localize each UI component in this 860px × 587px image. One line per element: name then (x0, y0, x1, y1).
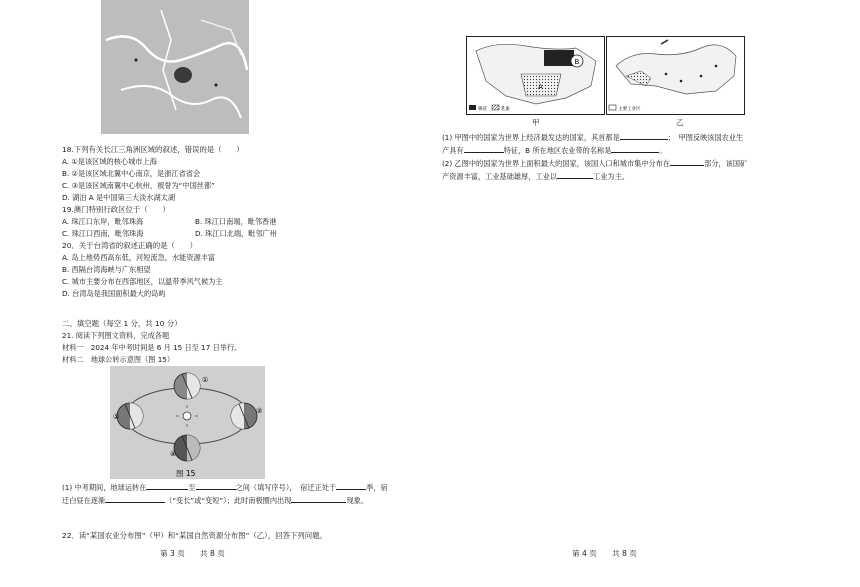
legend-jia-2: 乳畜 (501, 107, 510, 112)
text: 迁白昼在逐渐 (62, 496, 106, 505)
text: 工业为主。 (593, 172, 629, 181)
q22-sub1-line1 (442, 132, 743, 143)
q19-option-b: B. 珠江口南端，毗邻香港 (195, 217, 277, 226)
label-3: ③ (256, 407, 263, 415)
label-b: B (574, 58, 580, 66)
q18-option-c: C. ③是该区域南翼中心杭州，被誉为“中国丝都” (62, 181, 215, 190)
q20-option-b: B. 西隔台湾海峡与广东相望 (62, 265, 151, 274)
text: 产资源丰富，工业基础雄厚，工业以 (442, 172, 558, 181)
q21-sub1-line2 (62, 495, 368, 506)
q19-stem: 19.澳门特别行政区位于（ ） (62, 205, 170, 214)
q20-option-c: C. 城市主要分布在西部地区，以温带季风气候为主 (62, 277, 223, 286)
q18-option-d: D. 湖泊 A 是中国第三大淡水湖太湖 (62, 193, 176, 202)
q19-option-a: A. 珠江口东岸，毗邻珠海 (62, 217, 144, 226)
blank-belt[interactable] (611, 145, 659, 153)
earth-left (117, 403, 143, 429)
blank-2[interactable] (196, 482, 236, 490)
q18-option-b: B. ②是该区域北翼中心南京，是浙江省省会 (62, 169, 201, 178)
text: 特征，B 所在地区农业带的名称是 (503, 146, 612, 155)
q22-sub1-line2 (442, 145, 667, 156)
q21-material-2: 材料二 地球公转示意图（图 15） (62, 355, 175, 364)
text: 产具有 (442, 146, 464, 155)
figure-caption: 图 15 (176, 469, 196, 478)
earth-top (174, 373, 200, 399)
yangtze-delta-map (101, 0, 249, 134)
text: (2) 乙图中的国家为世界上面积最大的国家，该国人口和城市集中分布在 (442, 159, 671, 168)
blank-3[interactable] (336, 482, 366, 490)
map-jia-caption: 甲 (532, 118, 540, 127)
text: 之间（填写序号）， 宿迁正处于 (235, 483, 337, 492)
legend-yi: 主要工业区 (618, 107, 641, 112)
blank-1[interactable] (146, 482, 188, 490)
page-number-3: 第 3 页 共 8 页 (160, 549, 225, 558)
blank-feature[interactable] (464, 145, 504, 153)
blank-industry[interactable] (557, 171, 593, 179)
q19-option-d: D. 珠江口北端，毗邻广州 (195, 229, 277, 238)
q20-option-a: A. 岛上地势西高东低，河短流急，水能资源丰富 (62, 253, 216, 262)
text: （“变长”或“变短”）；此时南极圈内出现 (165, 496, 292, 505)
q22-sub2-line2 (442, 171, 629, 182)
q18-stem: 18.下列有关长江三角洲区域的叙述，错误的是（ ） (62, 145, 244, 154)
map-yi (606, 36, 745, 115)
text: 部分，该国矿 (704, 159, 748, 168)
map-yi-caption: 乙 (676, 118, 684, 127)
text: 至 (188, 483, 196, 492)
q20-stem: 20．关于台湾省的叙述正确的是（ ） (62, 241, 198, 250)
q21-material-1: 材料一 2024 年中考时间是 6 月 15 日至 17 日举行。 (62, 343, 242, 352)
q22-stem: 22．读“某国农业分布图”（甲）和“某国自然资源分布图”（乙），回答下列问题。 (62, 531, 327, 540)
page-number-4: 第 4 页 共 8 页 (572, 549, 637, 558)
label-2: ② (113, 413, 120, 421)
right-page (430, 0, 860, 587)
section-2-heading: 二、填空题（每空 1 分，共 10 分） (62, 319, 182, 328)
text: (1) 中考期间，地球运转在 (62, 483, 147, 492)
text: 季，宿 (366, 483, 388, 492)
map-jia (466, 36, 605, 115)
text: ； 甲图反映该国农业生 (667, 133, 744, 142)
label-4: ④ (170, 450, 177, 458)
q21-stem: 21. 阅读下列图文资料，完成各题 (62, 331, 170, 340)
earth-right (231, 403, 257, 429)
blank-5[interactable] (291, 495, 346, 503)
text: (1) 甲图中的国家为世界上经济最发达的国家，其首都是 (442, 133, 620, 142)
q20-option-d: D. 台湾岛是我国面积最大的岛屿 (62, 289, 166, 298)
label-1: ① (202, 376, 209, 384)
text: 。 (659, 146, 667, 155)
legend-jia-1: 棉花 (478, 107, 487, 112)
blank-capital[interactable] (620, 132, 668, 140)
blank-4[interactable] (105, 495, 165, 503)
q18-option-a: A. ①是该区域的核心城市上海 (62, 157, 157, 166)
q19-option-c: C. 珠江口西南，毗邻珠海 (62, 229, 144, 238)
label-a: A (538, 83, 543, 91)
q22-sub2-line1 (442, 158, 747, 169)
q21-sub1-line1 (62, 482, 388, 493)
text: 现象。 (346, 496, 369, 505)
earth-bottom (174, 435, 200, 461)
blank-region[interactable] (670, 158, 704, 166)
earth-revolution-figure (110, 366, 265, 479)
